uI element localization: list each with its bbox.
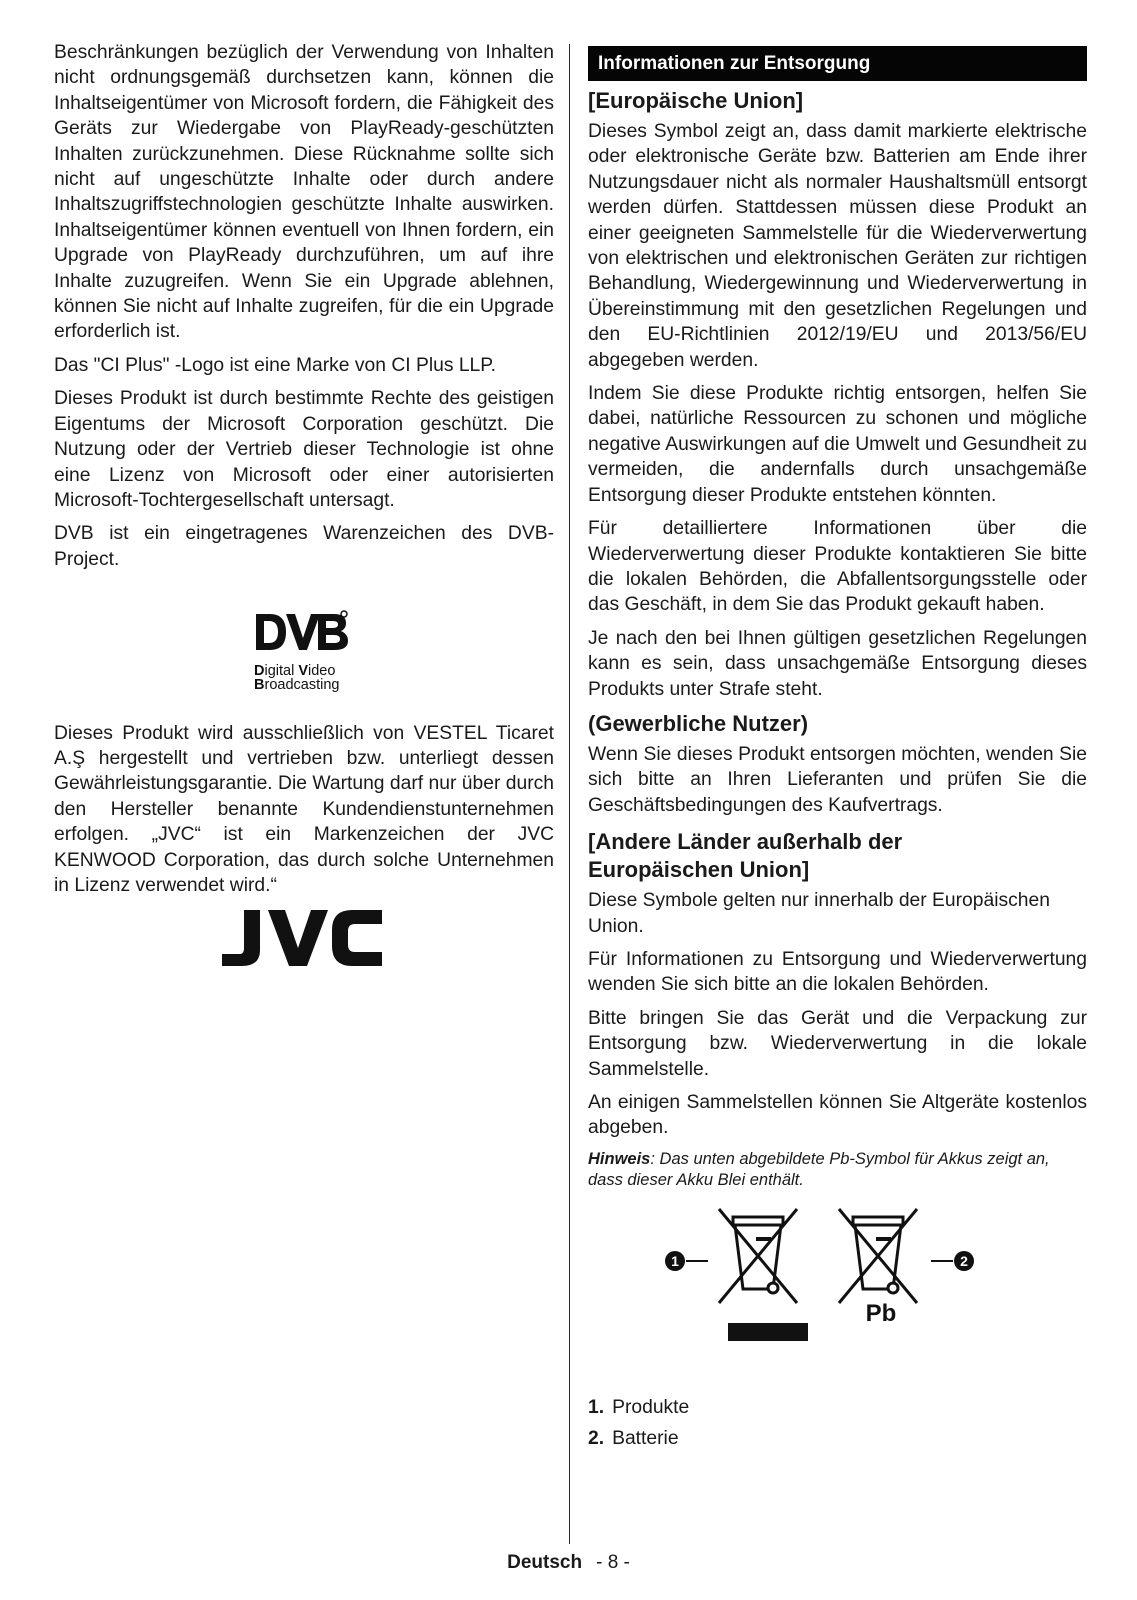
page-number: - 8 - xyxy=(596,1552,630,1573)
paragraph-eu-symbol: Dieses Symbol zeigt an, dass damit markierte elektrische oder elektronische Geräte bzw. Batterien am Ende ihrer Nutzungsdauer nicht als normaler Haushaltsmüll entsorgt werden dürfen. Stattdessen müssen diese Produkt an einer geeigneten Sammelstelle für die Wiederverwertung von elektrischen und elektronischen Geräten zur richtigen Behandlung, Wiedergewinnung und Wiederverwertung in Übereinstimmung mit den gesetzlichen Regelungen und den EU-Richtlinien 2012/19/EU und 2013/56/EU abgegeben werden. xyxy=(588,121,1087,371)
section-title-disposal: Informationen zur Entsorgung xyxy=(588,46,1087,81)
legend-item: 2. Batterie xyxy=(588,1427,679,1449)
marker-1-icon xyxy=(665,1251,708,1271)
heading-business-users: (Gewerbliche Nutzer) xyxy=(588,710,809,736)
column-divider xyxy=(569,44,570,1544)
paragraph-eu-resources: Indem Sie diese Produkte richtig entsorgen, helfen Sie dabei, natürliche Ressourcen zu schonen und mögliche negative Auswirkungen auf die Umwelt und Gesundheit zu vermeiden, die andernfalls durch unsachgemäße Entsorgung dieser Produkte entstehen könnten. xyxy=(588,383,1087,506)
svg-text:2: 2 xyxy=(960,1252,968,1269)
dvb-tagline: Digital Video Broadcasting xyxy=(254,662,340,694)
page-footer xyxy=(0,1550,1137,1576)
paragraph-other-free: An einigen Sammelstellen können Sie Altgeräte kostenlos abgeben. xyxy=(588,1092,1087,1139)
crossed-wheelie-bin-icon xyxy=(719,1209,797,1303)
note-pb: Hinweis: Das unten abgebildete Pb-Symbol für Akkus zeigt an, dass dieser Akku Blei enthält. xyxy=(588,1149,1050,1189)
heading-eu: [Europäische Union] xyxy=(588,88,804,113)
heading-other-countries: [Andere Länder außerhalb der Europäischen Union] xyxy=(588,829,903,883)
paragraph-other-scope: Diese Symbole gelten nur innerhalb der Europäischen Union. xyxy=(588,890,1050,937)
bar-marker-icon xyxy=(728,1323,808,1341)
symbol-legend xyxy=(588,1395,1087,1451)
dvb-logo xyxy=(254,610,354,692)
paragraph-playready: Beschränkungen bezüglich der Verwendung von Inhalten nicht ordnungsgemäß durchsetzen kann, können die Inhaltseigentümer von Microsoft fordern, die Fähigkeit des Geräts zur Wiedergabe von PlayReady-geschützten Inhalten zurückzunehmen. Diese Rücknahme sollte sich nicht auf ungeschützte Inhalte oder durch andere Inhaltszugriffstechnologien geschützte Inhalte auswirken. Inhaltseigentümer können eventuell von Ihnen fordern, ein Upgrade von PlayReady durchzuführen, um auf ihre Inhalte zuzugreifen. Wenn Sie ein Upgrade ablehnen, können Sie nicht auf Inhalte zugreifen, für die ein Upgrade erforderlich ist. xyxy=(54,42,554,343)
crossed-wheelie-bin-pb-icon xyxy=(839,1209,917,1303)
pb-label: Pb xyxy=(865,1299,897,1327)
paragraph-dvb: DVB ist ein eingetragenes Warenzeichen des DVB-Project. xyxy=(54,523,554,570)
marker-2-icon xyxy=(931,1251,974,1271)
crossed-bin-icons xyxy=(663,1203,993,1379)
left-column xyxy=(54,40,554,974)
right-column xyxy=(588,40,1087,1457)
paragraph-other-authorities: Für Informationen zu Entsorgung und Wiederverwertung wenden Sie sich bitte an die lokalen Behörden. xyxy=(588,948,1087,996)
paragraph-eu-penalty: Je nach den bei Ihnen gültigen gesetzlichen Regelungen kann es sein, dass unsachgemäße Entsorgung dieses Produkts unter Strafe steht. xyxy=(588,627,1087,700)
svg-text:1: 1 xyxy=(671,1252,679,1269)
paragraph-eu-contact: Für detailliertere Informationen über die Wiederverwertung dieser Produkte kontaktieren Sie bitte die lokalen Behörden, die Abfallentsorgungsstelle oder das Geschäft, in dem Sie das Produkt gekauft haben. xyxy=(588,518,1087,616)
paragraph-vestel-jvc: Dieses Produkt wird ausschließlich von VESTEL Ticaret A.Ş hergestellt und vertrieben bzw. unterliegt dessen Gewährleistungsgarantie. Die Wartung darf nur über durch den Hersteller benannte Kundendienstunternehmen erfolgen. „JVC“ ist ein Markenzeichen der JVC KENWOOD Corporation, das durch solche Unternehmen in Lizenz verwendet wird.“ xyxy=(54,722,554,896)
jvc-wordmark-icon xyxy=(222,910,382,966)
disposal-symbols-figure xyxy=(588,1203,1087,1381)
jvc-logo xyxy=(222,910,554,973)
footer-language: Deutsch xyxy=(507,1552,583,1573)
paragraph-other-collection: Bitte bringen Sie das Gerät und die Verpackung zur Entsorgung bzw. Wiederverwertung in die lokale Sammelstelle. xyxy=(588,1007,1087,1080)
paragraph-microsoft: Dieses Produkt ist durch bestimmte Rechte des geistigen Eigentums der Microsoft Corporation geschützt. Die Nutzung oder der Vertrieb dieser Technologie ist ohne eine Lizenz von Microsoft oder einer autorisierten Microsoft-Tochtergesellschaft untersagt. xyxy=(54,388,554,511)
dvb-wordmark-icon xyxy=(254,610,350,654)
legend-item: 1. Produkte xyxy=(588,1396,690,1418)
paragraph-business: Wenn Sie dieses Produkt entsorgen möchten, wenden Sie sich bitte an Ihren Lieferanten und prüfen Sie die Geschäftsbedingungen des Kaufvertrags. xyxy=(588,743,1087,816)
paragraph-ci-plus: Das "CI Plus" -Logo ist eine Marke von CI Plus LLP. xyxy=(54,354,497,376)
